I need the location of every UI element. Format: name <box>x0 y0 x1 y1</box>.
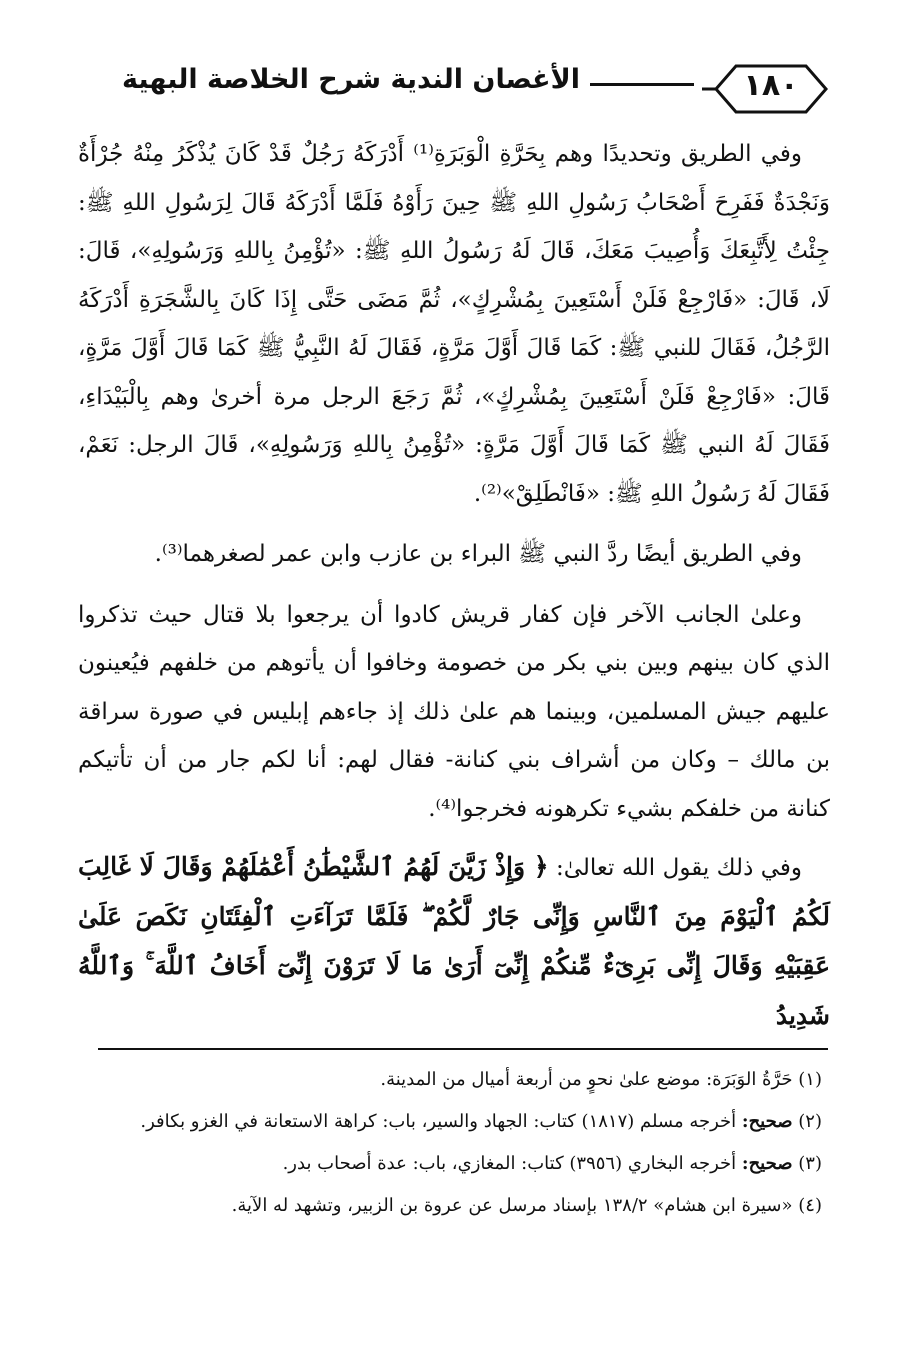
footnote-4 <box>80 1188 822 1224</box>
footnote-number: (٤) <box>798 1195 822 1216</box>
header-rule <box>590 83 694 86</box>
page-number: ١٨٠ <box>743 68 799 103</box>
footnote-1 <box>80 1062 822 1098</box>
paragraph-4 <box>78 843 830 1041</box>
paragraph-3 <box>78 591 830 834</box>
page-header <box>80 62 840 122</box>
paragraph-3-text: وعلىٰ الجانب الآخر فإن كفار قريش كادوا أن يرجعوا بلا قتال حيث تذكروا الذي كان بينهم وبين بني بكر من خصومة وخافوا أن يأتوهم من خلفهم فيُعينون عليهم جيش المسلمين، وبينما هم علىٰ ذلك إذ جاءهم إبليس في صورة سراقة بن مالك – وكان من أشراف بني كنانة- فقال لهم: أنا لكم جار من أن تأتيكم كنانة من خلفكم بشيء تكرهونه فخرجوا⁽⁴⁾. <box>78 601 830 822</box>
paragraph-4-intro: وفي ذلك يقول الله تعالىٰ: <box>555 855 803 881</box>
footnote-text: حَرَّةُ الوَبَرَة: موضع علىٰ نحوٍ من أربعة أميال من المدينة. <box>380 1069 793 1090</box>
footnote-number: (١) <box>798 1069 822 1090</box>
book-title: الأغصان الندية شرح الخلاصة البهية <box>122 64 580 95</box>
paragraph-2-text: وفي الطريق أيضًا ردَّ النبي ﷺ البراء بن عازب وابن عمر لصغرهما⁽³⁾. <box>154 541 802 567</box>
footnote-number: (٣) <box>798 1153 822 1174</box>
footnote-text: «سيرة ابن هشام» ١٣٨/٢ بإسناد مرسل عن عروة بن الزبير، وتشهد له الآية. <box>231 1195 793 1216</box>
paragraph-1-text: وفي الطريق وتحديدًا وهم بِحَرَّةِ الْوَبَرَةِ⁽¹⁾ أَدْرَكَهُ رَجُلٌ قَدْ كَانَ يُذْكَرُ مِنْهُ جُرْأَةٌ وَنَجْدَةٌ فَفَرِحَ أَصْحَابُ رَسُولِ اللهِ ﷺ حِينَ رَأَوْهُ فَلَمَّا أَدْرَكَهُ قَالَ لِرَسُولِ اللهِ ﷺ: جِئْتُ لِأَتَّبِعَكَ وَأُصِيبَ مَعَكَ، قَالَ لَهُ رَسُولُ اللهِ ﷺ: «تُؤْمِنُ بِاللهِ وَرَسُولِهِ»، قَالَ: لَا، قَالَ: «فَارْجِعْ فَلَنْ أَسْتَعِينَ بِمُشْرِكٍ»، ثُمَّ مَضَى حَتَّى إِذَا كَانَ بِالشَّجَرَةِ أَدْرَكَهُ الرَّجُلُ، فَقَالَ للنبي ﷺ: كَمَا قَالَ أَوَّلَ مَرَّةٍ، فَقَالَ لَهُ النَّبِيُّ ﷺ كَمَا قَالَ أَوَّلَ مَرَّةٍ، قَالَ: «فَارْجِعْ فَلَنْ أَسْتَعِينَ بِمُشْرِكٍ»، ثُمَّ رَجَعَ الرجل مرة أخرىٰ وهم بِالْبَيْدَاءِ، فَقَالَ لَهُ النبي ﷺ كَمَا قَالَ أَوَّلَ مَرَّةٍ: «تُؤْمِنُ بِاللهِ وَرَسُولِهِ»، قَالَ الرجل: نَعَمْ، فَقَالَ لَهُ رَسُولُ اللهِ ﷺ: «فَانْطَلِقْ»⁽²⁾. <box>78 141 830 507</box>
main-text <box>78 130 830 1041</box>
footnote-text: أخرجه البخاري (٣٩٥٦) كتاب: المغازي، باب: عدة أصحاب بدر. <box>282 1153 737 1174</box>
footnote-number: (٢) <box>798 1111 822 1132</box>
footnote-divider <box>98 1048 828 1050</box>
footnote-2 <box>80 1104 822 1140</box>
quran-verse: ﴿ وَإِذْ زَيَّنَ لَهُمُ ٱلشَّيْطَٰنُ أَعْمَٰلَهُمْ وَقَالَ لَا غَالِبَ لَكُمُ ٱلْيَوْمَ مِنَ ٱلنَّاسِ وَإِنِّى جَارٌ لَّكُمْ ۖ فَلَمَّا تَرَآءَتِ ٱلْفِئَتَانِ نَكَصَ عَلَىٰ عَقِبَيْهِ وَقَالَ إِنِّى بَرِىٓءٌ مِّنكُمْ إِنِّىٓ أَرَىٰ مَا لَا تَرَوْنَ إِنِّىٓ أَخَافُ ٱللَّهَ ۚ وَٱللَّهُ شَدِيدُ <box>78 852 830 1030</box>
footnote-grade: صحيح: <box>741 1111 793 1132</box>
footnotes <box>80 1062 822 1230</box>
footnote-grade: صحيح: <box>741 1153 793 1174</box>
paragraph-1 <box>78 130 830 518</box>
footnote-3 <box>80 1146 822 1182</box>
footnote-text: أخرجه مسلم (١٨١٧) كتاب: الجهاد والسير، باب: كراهة الاستعانة في الغزو بكافر. <box>140 1111 737 1132</box>
paragraph-2 <box>78 530 830 579</box>
page-number-badge <box>702 62 840 116</box>
